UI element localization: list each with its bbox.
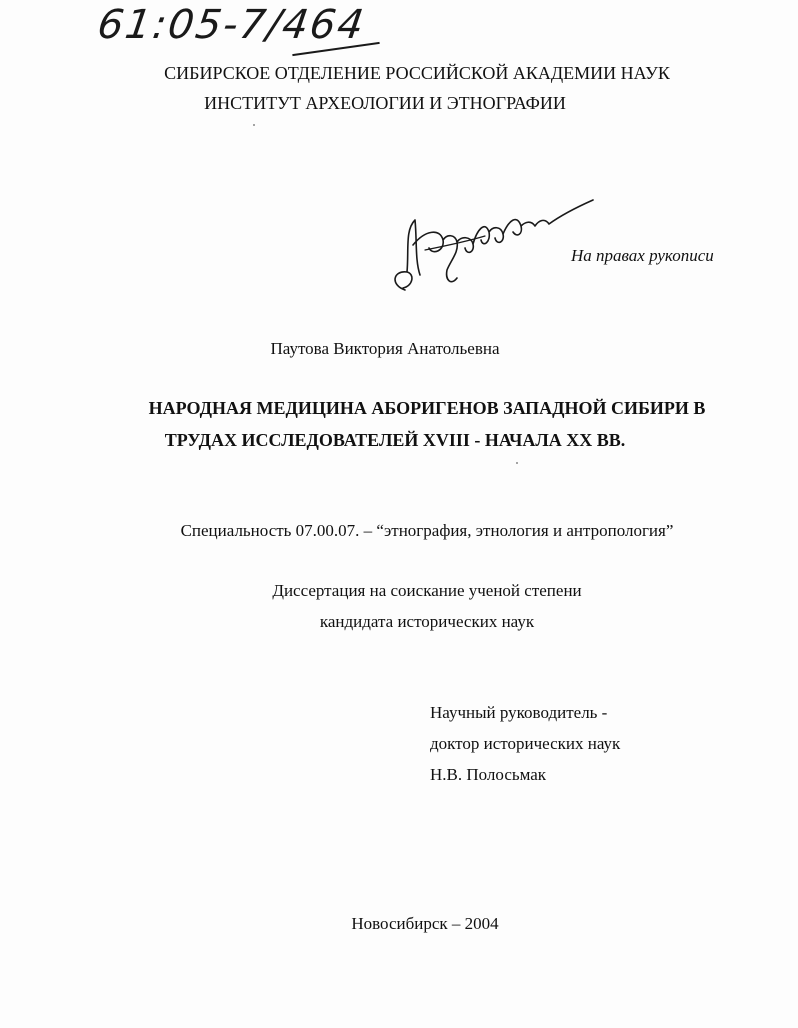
advisor-degree: доктор исторических наук — [430, 734, 621, 753]
degree-line-1: Диссертация на соискание ученой степени — [272, 581, 582, 600]
author-name: Паутова Виктория Анатольевна — [270, 339, 500, 358]
advisor-role: Научный руководитель - — [430, 703, 608, 722]
specialty-line: Специальность 07.00.07. – “этнография, этнология и антропология” — [180, 521, 674, 540]
scan-speck — [516, 462, 518, 464]
place-and-year: Новосибирск – 2004 — [351, 914, 499, 933]
rights-note: На правах рукописи — [571, 246, 714, 265]
scan-speck — [253, 124, 255, 126]
author-signature — [385, 190, 600, 310]
degree-line-2: кандидата исторических наук — [319, 612, 535, 631]
institute-name: ИНСТИТУТ АРХЕОЛОГИИ И ЭТНОГРАФИИ — [204, 93, 566, 113]
dissertation-title-line-1: НАРОДНАЯ МЕДИЦИНА АБОРИГЕНОВ ЗАПАДНОЙ СИБИРИ В — [148, 398, 706, 418]
handwritten-catalog-number: 61:05-7/464 — [94, 2, 369, 48]
advisor-name: Н.В. Полосьмак — [430, 765, 547, 784]
dissertation-title-line-2: ТРУДАХ ИССЛЕДОВАТЕЛЕЙ XVIII - НАЧАЛА XX ВВ. — [164, 430, 626, 450]
organization-name: СИБИРСКОЕ ОТДЕЛЕНИЕ РОССИЙСКОЙ АКАДЕМИИ НАУК — [164, 63, 670, 83]
